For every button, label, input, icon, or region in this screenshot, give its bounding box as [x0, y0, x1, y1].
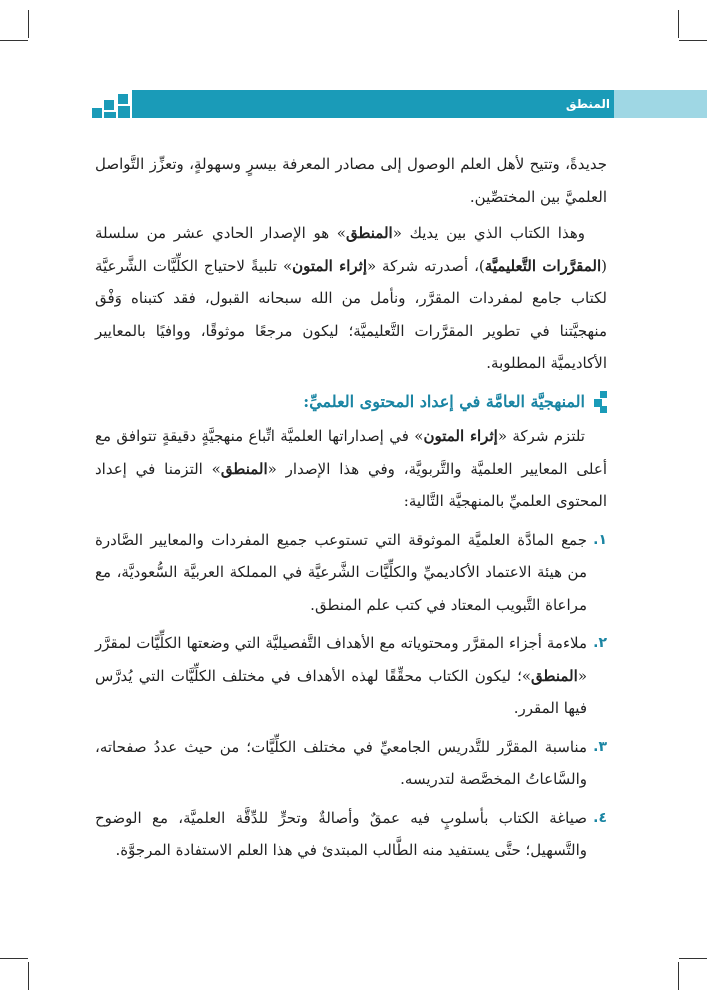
crop-mark	[679, 958, 707, 959]
section-heading-text: المنهجيَّة العامَّة في إعداد المحتوى العلميِّ:	[303, 391, 585, 411]
header-band-light	[614, 90, 707, 118]
page-body	[95, 148, 607, 867]
running-header-title: المنطق	[565, 97, 610, 111]
paragraph: جديدةً، وتتيح لأهل العلم الوصول إلى مصادر المعرفة بيسرٍ وسهولةٍ، وتعزِّز التَّواصل العلميَّ بين المختصِّين.	[95, 155, 607, 206]
section-heading	[95, 386, 607, 419]
list-item	[95, 627, 607, 725]
list-item-text: ملاءمة أجزاء المقرَّر ومحتوياته مع الأهداف التَّفصيليَّة التي وضعتها الكلِّيَّات لمقرَّر «المنطق»؛ ليكون الكتاب محقِّقًا لهذه الأهداف في مختلف الكلِّيَّات التي يُدرَّس فيها المقرر.	[95, 634, 587, 717]
bold-term: المقرَّرات التَّعليميَّة	[484, 256, 602, 275]
list-item-number: ١.	[593, 531, 607, 548]
crop-mark	[678, 10, 679, 38]
bold-term: المنطق	[220, 459, 268, 478]
cubes-icon	[593, 391, 607, 413]
crop-mark	[28, 10, 29, 38]
crop-mark	[678, 962, 679, 990]
crop-mark	[0, 958, 28, 959]
list-item-number: ٢.	[593, 635, 607, 651]
bold-term: إثراء المتون	[423, 427, 498, 445]
crop-mark	[679, 40, 707, 41]
list-item-number: ٣.	[593, 738, 607, 755]
list-item-text: جمع المادَّة العلميَّة الموثوقة التي تستوعب جميع المفردات والمعايير الصَّادرة من هيئة الاعتماد الأكاديميِّ والكلِّيَّات الشَّرعيَّة في المملكة العربيَّة السُّعوديَّة، مع مراعاة التَّبويب المعتاد في كتب علم المنطق.	[95, 530, 588, 614]
list-item	[95, 524, 607, 622]
paragraph: وهذا الكتاب الذي بين يديك «المنطق» هو الإصدار الحادي عشر من سلسلة (المقرَّرات التَّعليميَّة)، أصدرته شركة «إثراء المتون» تلبيةً لاحتياج الكلِّيَّات الشَّرعيَّة لكتاب جامع لمفردات المقرَّر، ونأمل من الله سبحانه القبول، فقد كتبناه وَفْق منهجيَّتنا في تطوير المقرَّرات التَّعليميَّة؛ ليكون مرجعًا موثوقًا، ووافيًا بالمعايير الأكاديميَّة المطلوبة.	[95, 224, 607, 372]
list-item-number: ٤.	[593, 809, 607, 826]
bold-term: المنطق	[531, 666, 578, 685]
list-item	[95, 731, 607, 796]
list-item-text: صياغة الكتاب بأسلوبٍ فيه عمقٌ وأصالةٌ وتحرٍّ للدِّقَّة العلميَّة، مع الوضوح والتَّسهيل؛ حتَّى يستفيد منه الطَّالب المبتدئ في هذا العلم الاستفادة المرجوَّة.	[95, 808, 587, 859]
bold-term: المنطق	[345, 224, 393, 242]
crop-mark	[28, 962, 29, 990]
paragraph: تلتزم شركة «إثراء المتون» في إصداراتها العلميَّة اتِّباع منهجيَّةٍ دقيقةٍ تتوافق مع أعلى المعايير العلميَّة والتَّربويَّة، وفي هذا الإصدار «المنطق» التزمنا في إعداد المحتوى العلميِّ بالمنهجيَّة التَّالية:	[95, 427, 607, 510]
bold-term: إثراء المتون	[292, 256, 368, 275]
list-item	[95, 802, 607, 867]
list-item-text: مناسبة المقرَّر للتَّدريس الجامعيِّ في مختلف الكلِّيَّات؛ من حيث عددُ صفحاته، والسَّاعاتُ المخصَّصة لتدريسه.	[95, 737, 587, 788]
crop-mark	[0, 40, 28, 41]
